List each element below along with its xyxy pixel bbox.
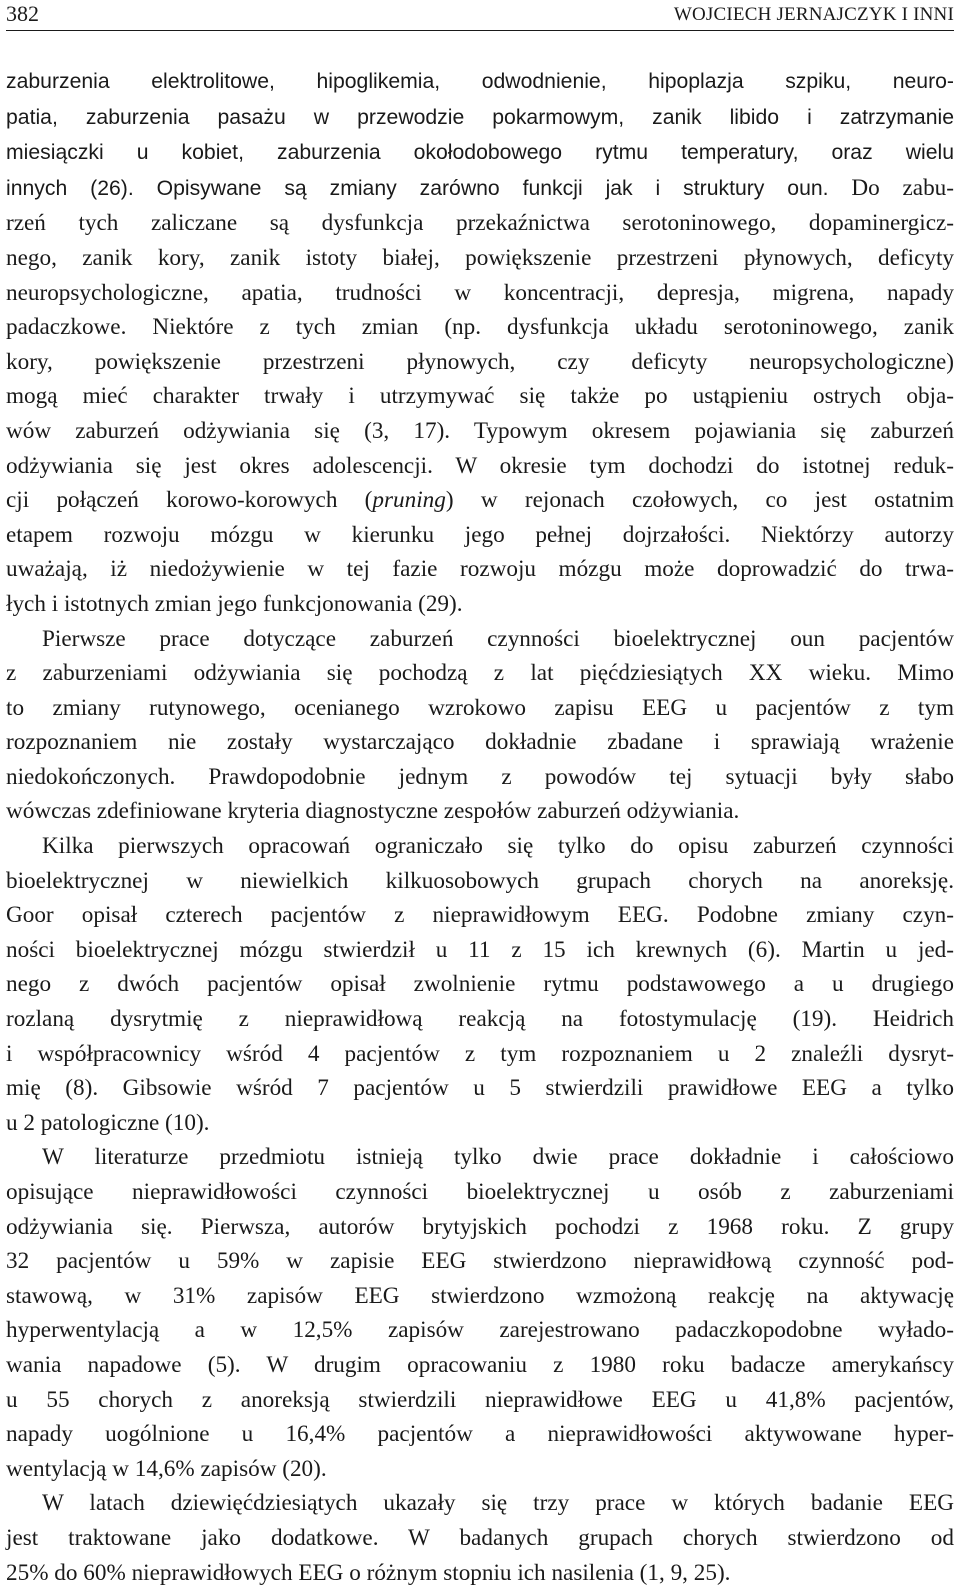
text-run: opisujące nieprawidłowości czynności bioelektrycznej u osób z zaburzeniami: [6, 1179, 954, 1205]
text-run: patia, zaburzenia pasażu w przewodzie pokarmowym, zanik libido i zatrzymanie: [6, 105, 954, 129]
text-run: neuropsychologiczne, apatia, trudności w koncentracji, depresja, migrena, napady: [6, 279, 954, 306]
text-run: u 55 chorych z anoreksją stwierdzili nieprawidłowe EEG u 41,8% pacjentów,: [6, 1386, 954, 1413]
text-line: [6, 1002, 954, 1037]
text-line: [6, 794, 954, 829]
text-run: ności bioelektrycznej mózgu stwierdził u 11 z 15 ich krewnych (6). Martin u jed-: [6, 936, 954, 963]
text-line: [6, 691, 954, 726]
text-line: [6, 864, 954, 899]
paragraph: [6, 829, 954, 1140]
text-run: nego z dwóch pacjentów opisał zwolnienie rytmu podstawowego a u drugiego: [6, 971, 954, 998]
text-run: jest traktowane jako dodatkowe. W badanych grupach chorych stwierdzono od: [6, 1524, 954, 1551]
text-run: napady uogólnione u 16,4% pacjentów a nieprawidłowości aktywowane hyper-: [6, 1421, 954, 1448]
text-run: mogą mieć charakter trwały i utrzymywać się także po ustąpieniu ostrych obja-: [6, 383, 954, 410]
text-line: [6, 967, 954, 1002]
text-line: [6, 64, 954, 100]
text-run: z zaburzeniami odżywiania się pochodzą z lat pięćdziesiątych XX wieku. Mimo: [6, 660, 954, 687]
text-line: [6, 1140, 954, 1175]
text-line: [6, 310, 954, 345]
text-line: [6, 483, 954, 518]
paragraph: [6, 1140, 954, 1486]
text-run: innych (26). Opisywane są zmiany zarówno funkcji jak i struktury oun.: [6, 176, 829, 200]
text-line: [6, 1348, 954, 1383]
text-line: [6, 898, 954, 933]
text-run: Do zabu-: [828, 174, 954, 201]
text-line: [6, 1244, 954, 1279]
text-run: Kilka pierwszych opracowań ograniczało się tylko do opisu zaburzeń czynności: [42, 833, 954, 860]
text-line: [6, 725, 954, 760]
text-line: [6, 345, 954, 380]
text-run: uważają, iż niedożywienie w tej fazie rozwoju mózgu może doprowadzić do trwa-: [6, 556, 954, 583]
text-line: [6, 1279, 954, 1314]
text-run: W latach dziewięćdziesiątych ukazały się trzy prace w których badanie EEG: [42, 1490, 954, 1517]
text-run: ) w rejonach czołowych, co jest ostatnim: [445, 487, 954, 514]
text-line: [6, 1521, 954, 1556]
text-line: [6, 1417, 954, 1452]
text-run: bioelektrycznej w niewielkich kilkuosobowych grupach chorych na anoreksję.: [6, 867, 954, 894]
text-run: rozpoznaniem nie zostały wystarczająco dokładnie zbadane i sprawiają wrażenie: [6, 729, 954, 756]
text-run: to zmiany rutynowego, ocenianego wzrokowo zapisu EEG u pacjentów z tym: [6, 694, 954, 721]
text-run: mię (8). Gibsowie wśród 7 pacjentów u 5 stwierdzili prawidłowe EEG a tylko: [6, 1075, 954, 1102]
text-run: wówczas zdefiniowane kryteria diagnostyczne zespołów zaburzeń odżywiania.: [6, 798, 740, 825]
text-run: rozlaną dysrytmię z nieprawidłową reakcją na fotostymulację (19). Heidrich: [6, 1006, 954, 1033]
text-line: [6, 552, 954, 587]
paragraph: [6, 1486, 954, 1590]
text-run: cji połączeń korowo-korowych (: [6, 487, 373, 514]
text-run: zaburzenia elektrolitowe, hipoglikemia, odwodnienie, hipoplazja szpiku, neuro-: [6, 70, 954, 93]
text-run: 25% do 60% nieprawidłowych EEG o różnym stopniu ich nasilenia (1, 9, 25).: [6, 1559, 731, 1586]
text-line: [6, 379, 954, 414]
text-run: łych i istotnych zmian jego funkcjonowania (29).: [6, 590, 463, 617]
text-run: Goor opisał czterech pacjentów z nieprawidłowym EEG. Podobne zmiany czyn-: [6, 902, 954, 929]
text-line: [6, 760, 954, 795]
text-line: [6, 1071, 954, 1106]
text-run: odżywiania się jest okres adolescencji. W okresie tym dochodzi do istotnej reduk-: [6, 452, 954, 479]
text-line: [6, 1106, 954, 1141]
paragraph: [6, 622, 954, 830]
text-run: rzeń tych zaliczane są dysfunkcja przekaźnictwa serotoninowego, dopaminergicz-: [6, 210, 954, 237]
text-run: wentylacją w 14,6% zapisów (20).: [6, 1455, 327, 1482]
running-header: [6, 0, 954, 31]
text-run: nego, zanik kory, zanik istoty białej, powiększenie przestrzeni płynowych, deficyty: [6, 244, 954, 271]
text-run: wania napadowe (5). W drugim opracowaniu z 1980 roku badacze amerykańscy: [6, 1351, 954, 1378]
text-line: [6, 587, 954, 622]
text-run: W literaturze przedmiotu istnieją tylko dwie prace dokładnie i całościowo: [42, 1144, 954, 1171]
italic-term: pruning: [372, 487, 446, 514]
text-run: hyperwentylacją a w 12,5% zapisów zarejestrowano padaczkopodobne wyłado-: [6, 1317, 954, 1344]
text-line: [6, 449, 954, 484]
text-run: stawową, w 31% zapisów EEG stwierdzono wzmożoną reakcję na aktywację: [6, 1282, 954, 1309]
paragraph: [6, 64, 954, 622]
text-line: [6, 1313, 954, 1348]
text-line: [6, 241, 954, 276]
text-line: [6, 1210, 954, 1245]
page-number: 382: [6, 1, 39, 26]
text-line: [6, 829, 954, 864]
text-line: [6, 1175, 954, 1210]
text-line: [6, 206, 954, 241]
text-run: padaczkowe. Niektóre z tych zmian (np. dysfunkcja układu serotoninowego, zanik: [6, 314, 954, 341]
text-line: [6, 1556, 954, 1590]
text-line: [6, 1486, 954, 1521]
text-line: [6, 933, 954, 968]
text-line: [6, 276, 954, 311]
text-run: miesiączki u kobiet, zaburzenia okołodobowego rytmu temperatury, oraz wielu: [6, 141, 954, 165]
text-line: [6, 1452, 954, 1487]
body-text: [6, 64, 954, 1590]
text-run: 32 pacjentów u 59% w zapisie EEG stwierdzono nieprawidłową czynność pod-: [6, 1248, 954, 1275]
text-line: [6, 100, 954, 136]
text-line: [6, 656, 954, 691]
text-line: [6, 622, 954, 657]
text-run: etapem rozwoju mózgu w kierunku jego pełnej dojrzałości. Niektórzy autorzy: [6, 521, 954, 548]
text-line: [6, 518, 954, 553]
document-page: [6, 0, 954, 1586]
text-run: kory, powiększenie przestrzeni płynowych, czy deficyty neuropsychologiczne): [6, 348, 954, 375]
text-line: [6, 135, 954, 171]
running-title: WOJCIECH JERNAJCZYK I INNI: [673, 4, 954, 25]
text-line: [6, 1037, 954, 1072]
text-run: odżywiania się. Pierwsza, autorów brytyjskich pochodzi z 1968 roku. Z grupy: [6, 1213, 954, 1240]
text-run: Pierwsze prace dotyczące zaburzeń czynności bioelektrycznej oun pacjentów: [42, 625, 954, 652]
text-run: u 2 patologiczne (10).: [6, 1109, 210, 1136]
text-line: [6, 414, 954, 449]
text-run: wów zaburzeń odżywiania się (3, 17). Typowym okresem pojawiania się zaburzeń: [6, 417, 954, 444]
text-run: i współpracownicy wśród 4 pacjentów z tym rozpoznaniem u 2 znaleźli dysryt-: [6, 1040, 954, 1067]
text-line: [6, 1383, 954, 1418]
text-line: [6, 171, 954, 207]
text-run: niedokończonych. Prawdopodobnie jednym z powodów tej sytuacji były słabo: [6, 763, 954, 790]
